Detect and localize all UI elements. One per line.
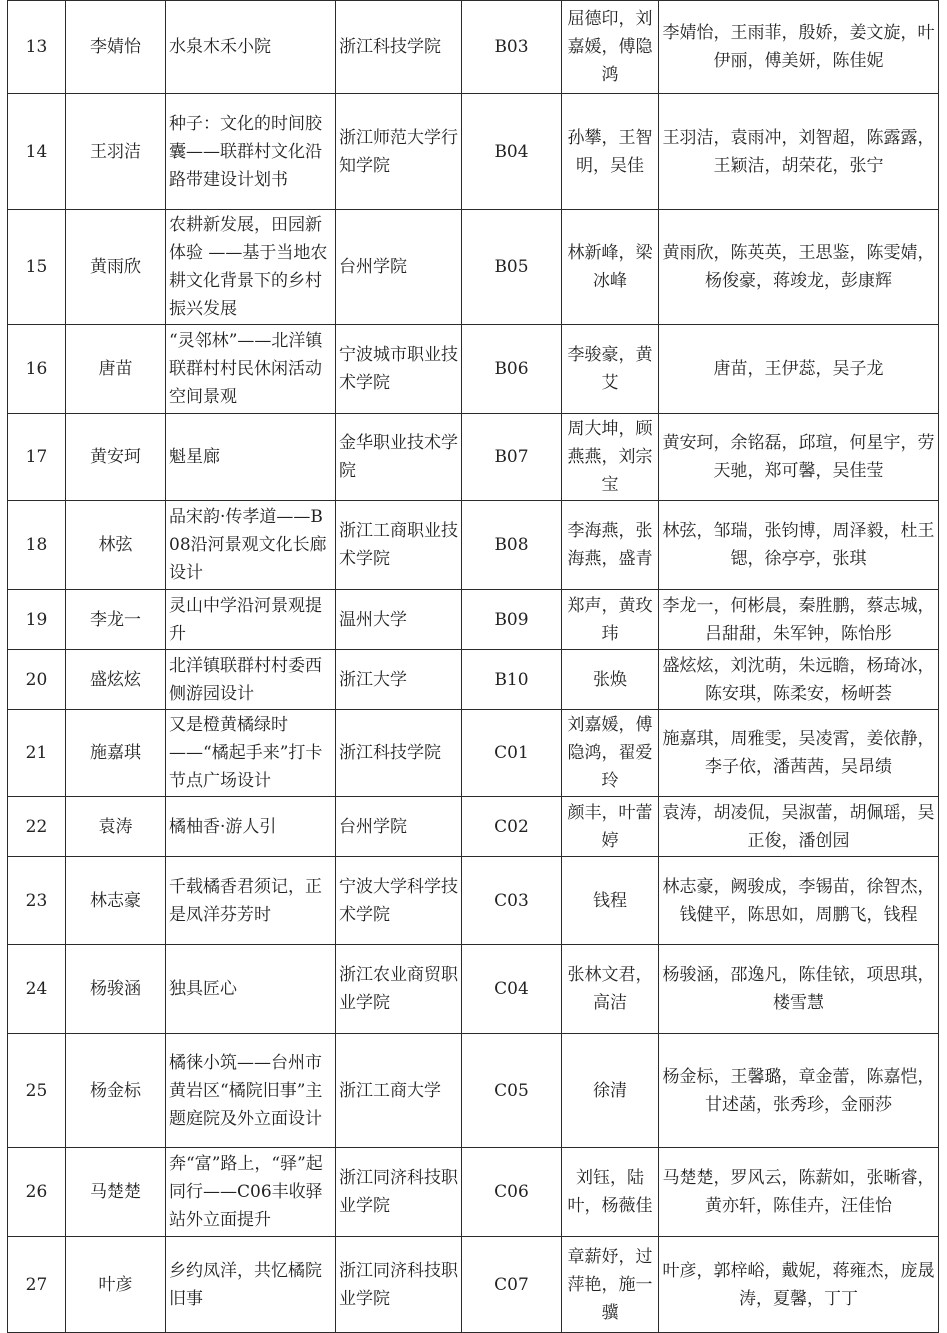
school-name-cell: 浙江科技学院	[336, 710, 462, 797]
advisors-cell: 李骏豪，黄艾	[562, 325, 659, 414]
team-members-cell: 林志豪，阙骏成，李锡苗，徐智杰，钱健平，陈思如，周鹏飞，钱程	[659, 857, 939, 945]
site-code-cell: C06	[462, 1148, 562, 1237]
team-leader-cell: 林志豪	[66, 857, 166, 945]
advisors-cell: 屈德印，刘嘉媛，傅隐鸿	[562, 1, 659, 94]
team-leader-cell: 盛炫炫	[66, 650, 166, 710]
site-code-cell: C07	[462, 1237, 562, 1333]
advisors-cell: 郑声，黄玫玮	[562, 590, 659, 650]
project-title-cell: 橘徕小筑——台州市黄岩区“橘院旧事”主题庭院及外立面设计	[166, 1034, 336, 1148]
row-number-cell: 22	[8, 797, 66, 857]
project-title-cell: 又是橙黄橘绿时——“橘起手来”打卡节点广场设计	[166, 710, 336, 797]
row-number-cell: 13	[8, 1, 66, 94]
school-name-cell: 浙江科技学院	[336, 1, 462, 94]
row-number-cell: 27	[8, 1237, 66, 1333]
advisors-cell: 周大坤，顾燕燕，刘宗宝	[562, 414, 659, 501]
table-row	[8, 94, 939, 210]
team-members-cell: 唐苗，王伊蕊，吴子龙	[659, 325, 939, 414]
table-row	[8, 857, 939, 945]
project-title-cell: 北洋镇联群村村委西侧游园设计	[166, 650, 336, 710]
row-number-cell: 25	[8, 1034, 66, 1148]
school-name-cell: 温州大学	[336, 590, 462, 650]
school-name-cell: 浙江师范大学行知学院	[336, 94, 462, 210]
table-row	[8, 1237, 939, 1333]
team-leader-cell: 李婧怡	[66, 1, 166, 94]
site-code-cell: B04	[462, 94, 562, 210]
table-row	[8, 650, 939, 710]
site-code-cell: B10	[462, 650, 562, 710]
project-title-cell: 魁星廊	[166, 414, 336, 501]
school-name-cell: 浙江农业商贸职业学院	[336, 945, 462, 1034]
advisors-cell: 章薪妤，过萍艳，施一骥	[562, 1237, 659, 1333]
advisors-cell: 钱程	[562, 857, 659, 945]
site-code-cell: C01	[462, 710, 562, 797]
site-code-cell: C05	[462, 1034, 562, 1148]
advisors-cell: 颜丰，叶蕾婷	[562, 797, 659, 857]
team-leader-cell: 叶彦	[66, 1237, 166, 1333]
advisors-cell: 林新峰，梁冰峰	[562, 210, 659, 325]
table-row	[8, 797, 939, 857]
school-name-cell: 宁波城市职业技术学院	[336, 325, 462, 414]
school-name-cell: 浙江同济科技职业学院	[336, 1237, 462, 1333]
team-members-cell: 袁涛，胡凌侃，吴淑蕾，胡佩瑶，吴正俊，潘创园	[659, 797, 939, 857]
team-leader-cell: 王羽洁	[66, 94, 166, 210]
team-members-cell: 林弦，邹瑞，张钧博，周泽毅，杜王锶，徐亭亭，张琪	[659, 501, 939, 590]
school-name-cell: 台州学院	[336, 210, 462, 325]
table-row	[8, 1, 939, 94]
table-row	[8, 1148, 939, 1237]
team-leader-cell: 杨金标	[66, 1034, 166, 1148]
site-code-cell: B03	[462, 1, 562, 94]
team-members-cell: 施嘉琪，周雅雯，吴凌霄，姜依静，李子依，潘茜茜，吴昂绩	[659, 710, 939, 797]
school-name-cell: 浙江工商大学	[336, 1034, 462, 1148]
table-row	[8, 501, 939, 590]
team-members-cell: 李婧怡，王雨菲，殷娇，姜文旋，叶伊丽，傅美妍，陈佳妮	[659, 1, 939, 94]
row-number-cell: 19	[8, 590, 66, 650]
project-title-cell: “灵邻林”——北洋镇联群村村民休闲活动空间景观	[166, 325, 336, 414]
row-number-cell: 23	[8, 857, 66, 945]
project-title-cell: 乡约凤洋，共忆橘院旧事	[166, 1237, 336, 1333]
site-code-cell: C03	[462, 857, 562, 945]
team-leader-cell: 马楚楚	[66, 1148, 166, 1237]
table-row	[8, 710, 939, 797]
team-members-cell: 杨金标，王馨璐，章金蕾，陈嘉恺，甘述菡，张秀珍，金丽莎	[659, 1034, 939, 1148]
school-name-cell: 浙江同济科技职业学院	[336, 1148, 462, 1237]
team-leader-cell: 林弦	[66, 501, 166, 590]
site-code-cell: B05	[462, 210, 562, 325]
advisors-cell: 刘钰，陆叶，杨薇佳	[562, 1148, 659, 1237]
team-members-cell: 王羽洁，袁雨冲，刘智超，陈露露，王颖洁，胡荣花，张宁	[659, 94, 939, 210]
advisors-cell: 张林文君，高洁	[562, 945, 659, 1034]
site-code-cell: B08	[462, 501, 562, 590]
row-number-cell: 15	[8, 210, 66, 325]
team-leader-cell: 李龙一	[66, 590, 166, 650]
advisors-cell: 孙攀，王智明，吴佳	[562, 94, 659, 210]
advisors-cell: 刘嘉媛，傅隐鸿，翟爱玲	[562, 710, 659, 797]
row-number-cell: 18	[8, 501, 66, 590]
row-number-cell: 17	[8, 414, 66, 501]
advisors-cell: 徐清	[562, 1034, 659, 1148]
row-number-cell: 16	[8, 325, 66, 414]
project-title-cell: 橘柚香·游人引	[166, 797, 336, 857]
project-title-cell: 种子：文化的时间胶囊——联群村文化沿路带建设计划书	[166, 94, 336, 210]
site-code-cell: B06	[462, 325, 562, 414]
team-members-cell: 叶彦，郭梓峪，戴妮，蒋雍杰，庞晟涛，夏馨，丁丁	[659, 1237, 939, 1333]
team-members-cell: 杨骏涵，邵逸凡，陈佳铱，项思琪，楼雪慧	[659, 945, 939, 1034]
school-name-cell: 宁波大学科学技术学院	[336, 857, 462, 945]
row-number-cell: 24	[8, 945, 66, 1034]
advisors-cell: 张焕	[562, 650, 659, 710]
table-row	[8, 414, 939, 501]
table-row	[8, 210, 939, 325]
table-row	[8, 945, 939, 1034]
school-name-cell: 金华职业技术学院	[336, 414, 462, 501]
team-members-cell: 黄安珂，余铭磊，邱瑄，何星宇，劳天驰，郑可馨，吴佳莹	[659, 414, 939, 501]
team-members-cell: 盛炫炫，刘沈萌，朱远瞻，杨琦冰，陈安琪，陈柔安，杨岍荟	[659, 650, 939, 710]
team-leader-cell: 施嘉琪	[66, 710, 166, 797]
table-row	[8, 325, 939, 414]
team-members-cell: 马楚楚，罗风云，陈薪如，张晰睿，黄亦轩，陈佳卉，汪佳怡	[659, 1148, 939, 1237]
table-row	[8, 1034, 939, 1148]
school-name-cell: 台州学院	[336, 797, 462, 857]
table-body	[8, 1, 939, 1333]
row-number-cell: 26	[8, 1148, 66, 1237]
row-number-cell: 20	[8, 650, 66, 710]
row-number-cell: 14	[8, 94, 66, 210]
team-leader-cell: 黄安珂	[66, 414, 166, 501]
site-code-cell: B09	[462, 590, 562, 650]
site-code-cell: C04	[462, 945, 562, 1034]
team-members-cell: 黄雨欣，陈英英，王思鉴，陈雯婧，杨俊豪，蒋竣龙，彭康辉	[659, 210, 939, 325]
table-row	[8, 590, 939, 650]
project-title-cell: 农耕新发展，田园新体验 ——基于当地农耕文化背景下的乡村振兴发展	[166, 210, 336, 325]
team-leader-cell: 黄雨欣	[66, 210, 166, 325]
team-leader-cell: 唐苗	[66, 325, 166, 414]
project-title-cell: 灵山中学沿河景观提升	[166, 590, 336, 650]
school-name-cell: 浙江大学	[336, 650, 462, 710]
advisors-cell: 李海燕，张海燕，盛青	[562, 501, 659, 590]
project-title-cell: 水泉木禾小院	[166, 1, 336, 94]
project-title-cell: 千载橘香君须记，正是凤洋芬芳时	[166, 857, 336, 945]
project-title-cell: 独具匠心	[166, 945, 336, 1034]
team-leader-cell: 袁涛	[66, 797, 166, 857]
project-title-cell: 奔“富”路上，“驿”起同行——C06丰收驿站外立面提升	[166, 1148, 336, 1237]
site-code-cell: B07	[462, 414, 562, 501]
site-code-cell: C02	[462, 797, 562, 857]
row-number-cell: 21	[8, 710, 66, 797]
results-table	[7, 0, 939, 1333]
project-title-cell: 品宋韵·传孝道——B08沿河景观文化长廊设计	[166, 501, 336, 590]
team-members-cell: 李龙一，何彬晨，秦胜鹏，蔡志城，吕甜甜，朱军钟，陈怡彤	[659, 590, 939, 650]
school-name-cell: 浙江工商职业技术学院	[336, 501, 462, 590]
team-leader-cell: 杨骏涵	[66, 945, 166, 1034]
